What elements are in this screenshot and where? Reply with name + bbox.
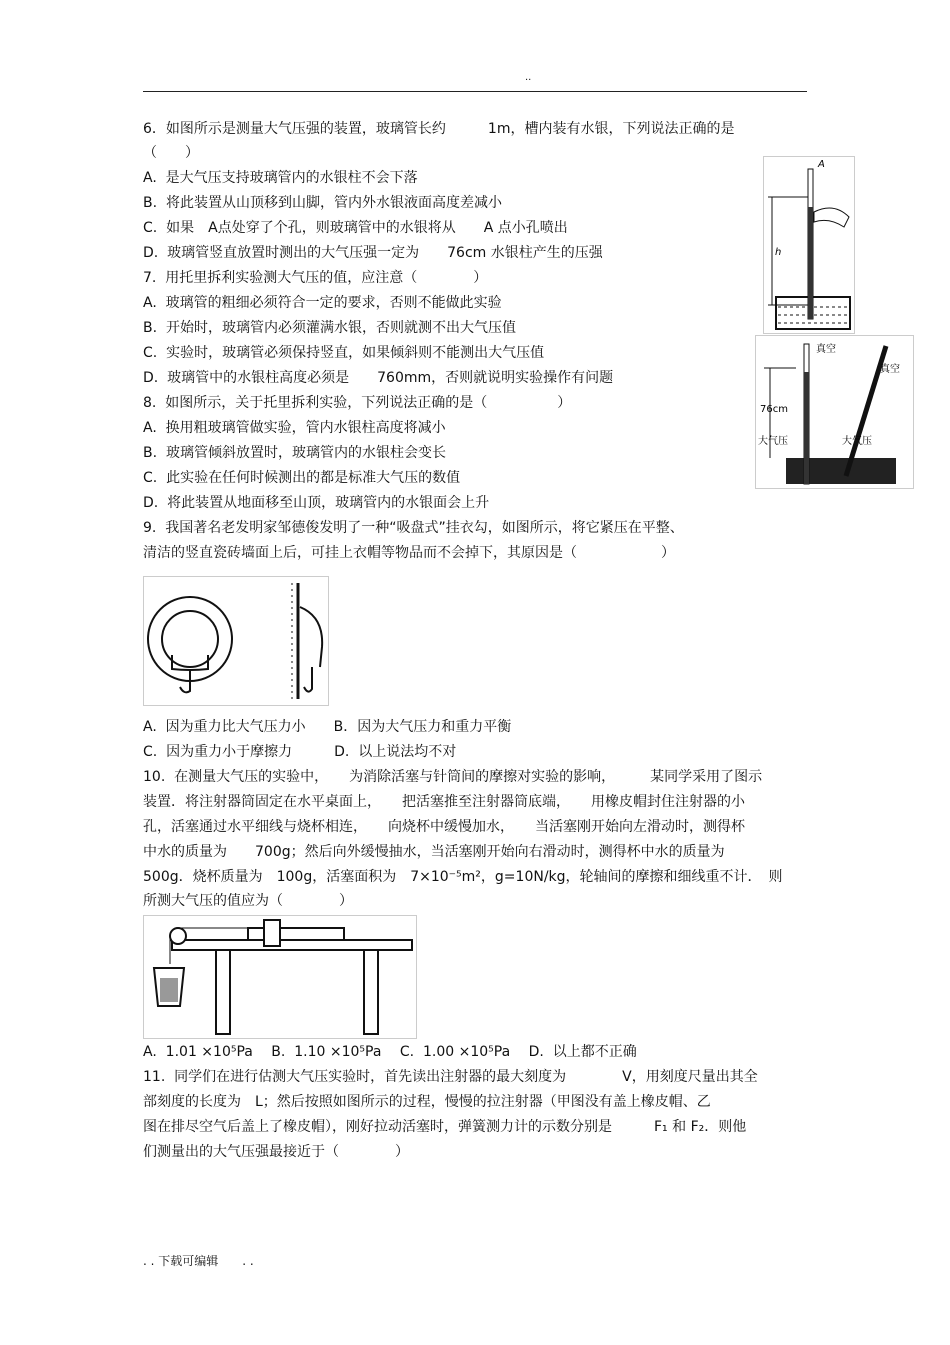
label-a: A bbox=[818, 159, 825, 170]
text-line: 孔，活塞通过水平细线与烧杯相连， 向烧杯中缓慢加水， 当活塞刚开始向左滑动时，测得杯 bbox=[143, 819, 745, 835]
text-line: 清洁的竖直瓷砖墙面上后，可挂上衣帽等物品而不会掉下，其原因是（ ） bbox=[143, 545, 675, 561]
text-line: C. 实验时，玻璃管必须保持竖直，如果倾斜则不能测出大气压值 bbox=[143, 345, 545, 361]
text-line: 9. 我国著名老发明家邹德俊发明了一种“吸盘式”挂衣勾，如图所示，将它紧压在平整、 bbox=[143, 520, 684, 536]
text-line: 们测量出的大气压强最接近于（ ） bbox=[143, 1144, 409, 1160]
text-line: 装置．将注射器筒固定在水平桌面上， 把活塞推至注射器筒底端， 用橡皮帽封住注射器的小 bbox=[143, 794, 745, 810]
text-line: D. 玻璃管中的水银柱高度必须是 760mm，否则就说明实验操作有问题 bbox=[143, 370, 614, 386]
text-line: C. 如果 A点处穿了个孔，则玻璃管中的水银将从 A 点小孔喷出 bbox=[143, 220, 568, 236]
vacuum-label: 真空 bbox=[816, 344, 836, 355]
text-line: 部刻度的长度为 L；然后按照如图所示的过程，慢慢的拉注射器（甲图没有盖上橡皮帽、乙 bbox=[143, 1094, 711, 1110]
text-line: 中水的质量为 700g；然后向外缓慢抽水，当活塞刚开始向右滑动时，测得杯中水的质量为 bbox=[143, 844, 725, 860]
text-line: 图在排尽空气后盖上了橡皮帽），刚好拉动活塞时，弹簧测力计的示数分别是 F₁ 和 F₂．则他 bbox=[143, 1119, 747, 1135]
suction-hook-figure bbox=[143, 576, 329, 706]
vacuum-label: 真空 bbox=[880, 364, 900, 375]
height-label: 76cm bbox=[760, 404, 788, 415]
text-line: B. 将此装置从山顶移到山脚，管内外水银液面高度差减小 bbox=[143, 195, 502, 211]
syringe-table-figure bbox=[143, 915, 417, 1039]
text-line: B. 开始时，玻璃管内必须灌满水银，否则就测不出大气压值 bbox=[143, 320, 516, 336]
text-line: A. 是大气压支持玻璃管内的水银柱不会下落 bbox=[143, 170, 418, 186]
header-rule bbox=[143, 91, 807, 92]
text-line: 10. 在测量大气压的实验中， 为消除活塞与针筒间的摩擦对实验的影响， 某同学采用了图示 bbox=[143, 769, 763, 785]
text-line: A. 玻璃管的粗细必须符合一定的要求，否则不能做此实验 bbox=[143, 295, 502, 311]
footer-text: . . 下载可编辑 . . bbox=[143, 1254, 254, 1268]
torricelli-figure bbox=[755, 335, 914, 489]
text-line: A. 1.01 ×10⁵Pa B. 1.10 ×10⁵Pa C. 1.00 ×10⁵Pa D. 以上都不正确 bbox=[143, 1044, 637, 1060]
text-line: C. 此实验在任何时候测出的都是标准大气压的数值 bbox=[143, 470, 461, 486]
header-dots: .. bbox=[525, 72, 532, 83]
text-line: 500g．烧杯质量为 100g，活塞面积为 7×10⁻⁵m²，g=10N/kg，轮轴间的摩擦和细线重不计． 则 bbox=[143, 869, 783, 885]
text-line: D. 玻璃管竖直放置时测出的大气压强一定为 76cm 水银柱产生的压强 bbox=[143, 245, 603, 261]
text-line: C. 因为重力小于摩擦力 D. 以上说法均不对 bbox=[143, 744, 457, 760]
atm-label: 大气压 bbox=[842, 436, 872, 447]
text-line: 11. 同学们在进行估测大气压实验时，首先读出注射器的最大刻度为 V，用刻度尺量出其全 bbox=[143, 1069, 758, 1085]
text-line: 所测大气压的值应为（ ） bbox=[143, 893, 353, 909]
text-line: （ ） bbox=[143, 145, 199, 161]
text-line: B. 玻璃管倾斜放置时，玻璃管内的水银柱会变长 bbox=[143, 445, 446, 461]
text-line: A. 换用粗玻璃管做实验，管内水银柱高度将减小 bbox=[143, 420, 446, 436]
text-line: 7. 用托里拆利实验测大气压的值，应注意（ ） bbox=[143, 270, 488, 286]
barometer-figure bbox=[763, 156, 855, 334]
atm-label: 大气压 bbox=[758, 436, 788, 447]
text-line: 8. 如图所示，关于托里拆利实验，下列说法正确的是（ ） bbox=[143, 395, 572, 411]
text-line: D. 将此装置从地面移至山顶，玻璃管内的水银面会上升 bbox=[143, 495, 490, 511]
text-line: 6．如图所示是测量大气压强的装置，玻璃管长约 1m，槽内装有水银，下列说法正确的是 bbox=[143, 121, 735, 137]
text-line: A. 因为重力比大气压力小 B．因为大气压力和重力平衡 bbox=[143, 719, 512, 735]
label-h: h bbox=[775, 247, 782, 258]
